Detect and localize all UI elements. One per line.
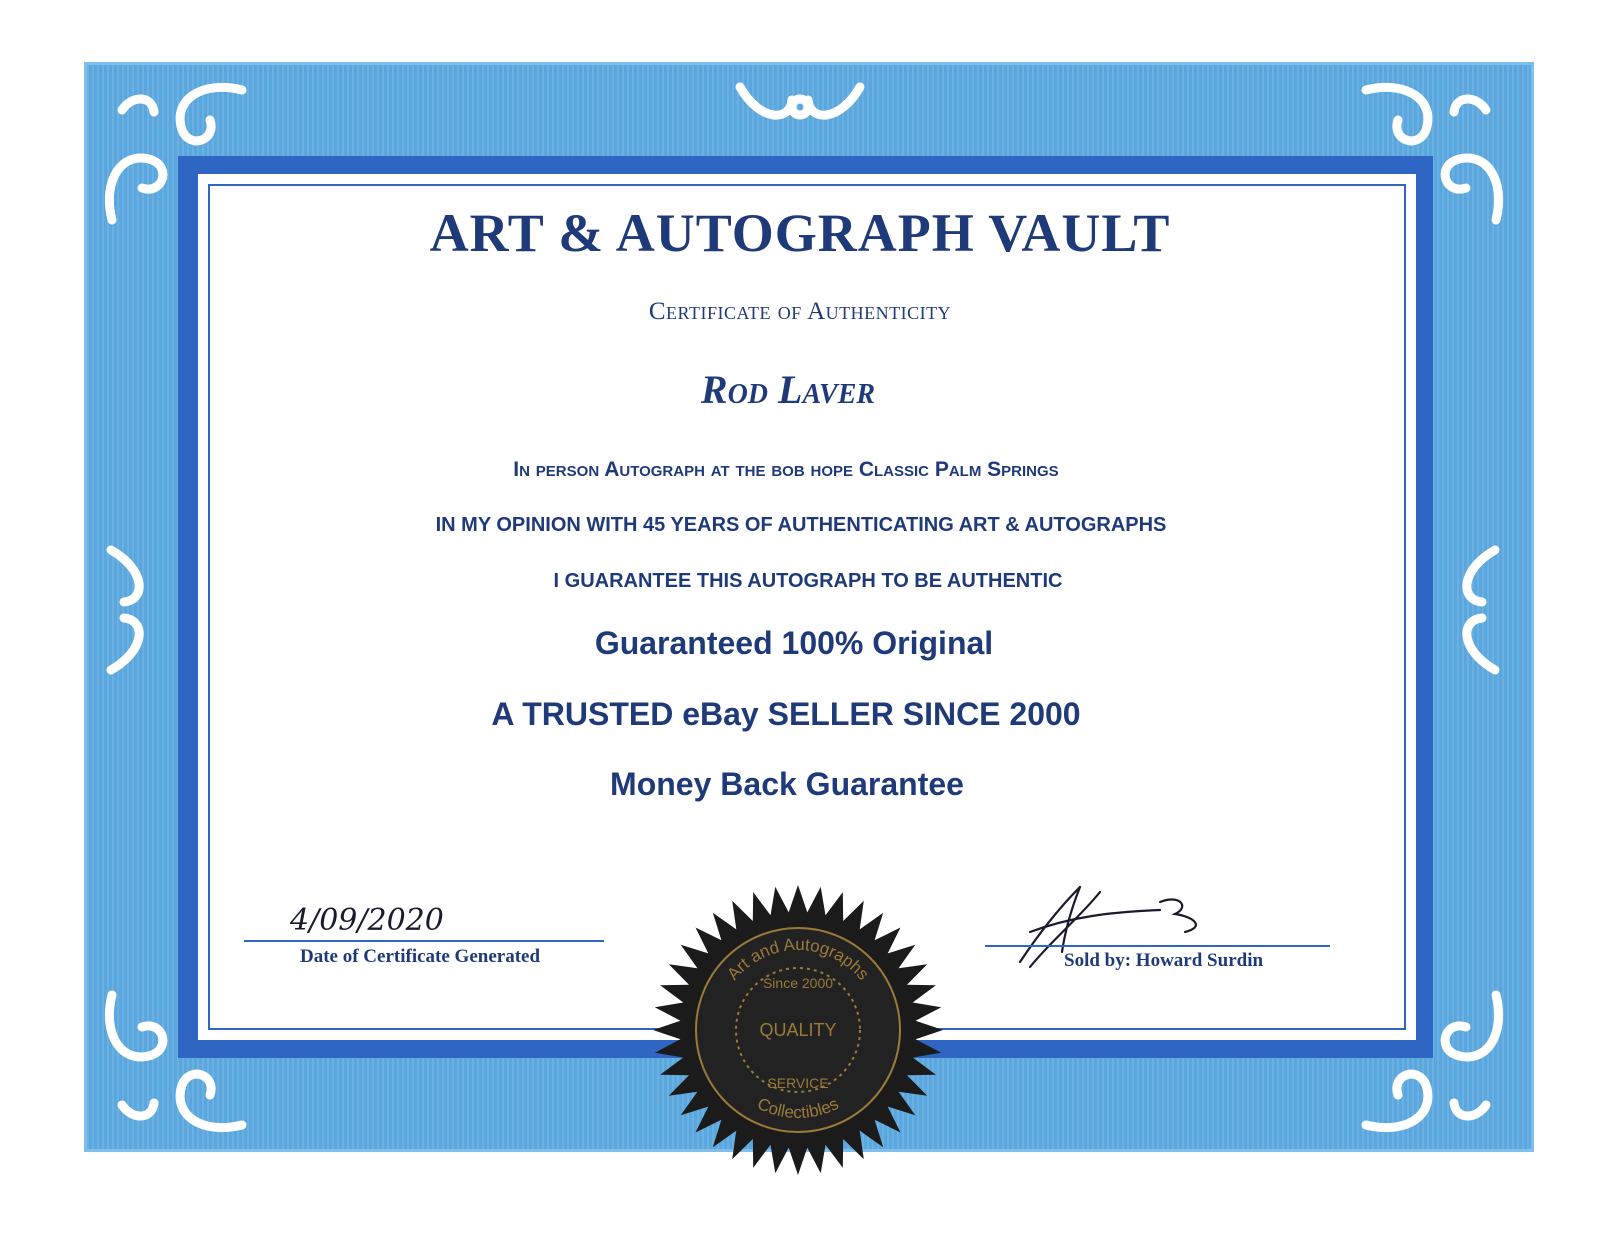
money-back-text: Money Back Guarantee xyxy=(610,766,964,802)
seal-bottom-text: Collectibles xyxy=(754,1093,842,1123)
certificate-title: ART & AUTOGRAPH VAULT xyxy=(429,203,1171,263)
seal-center-text: QUALITY xyxy=(759,1020,837,1040)
quality-seal-icon xyxy=(648,880,948,1180)
date-label: Date of Certificate Generated xyxy=(300,946,541,967)
statement-line: IN MY OPINION WITH 45 YEARS OF AUTHENTICATING ART & AUTOGRAPHS xyxy=(435,514,1167,536)
seal-top-text: Art and Autographs xyxy=(723,934,873,984)
sold-by-label: Sold by: Howard Surdin xyxy=(1064,950,1264,971)
statement-line: In person Autograph at the bob hope Classic Palm Springs xyxy=(513,458,1059,481)
guarantee-text: Guaranteed 100% Original xyxy=(594,625,994,661)
date-signature-line xyxy=(244,940,604,942)
trusted-seller-text: A TRUSTED eBay SELLER SINCE 2000 xyxy=(491,696,1081,732)
seal-since-text: Since 2000 xyxy=(762,975,834,991)
seller-signature-line xyxy=(985,945,1330,947)
seal-service-text: SERVICE xyxy=(767,1075,829,1091)
statement-line: I GUARANTEE THIS AUTOGRAPH TO BE AUTHENTIC xyxy=(553,570,1063,592)
autograph-name: Rod Laver xyxy=(700,367,876,412)
handwritten-date: 4/09/2020 xyxy=(290,903,444,938)
certificate-subtitle: Certificate of Authenticity xyxy=(648,298,952,325)
top-center-ornament-icon xyxy=(730,72,870,142)
